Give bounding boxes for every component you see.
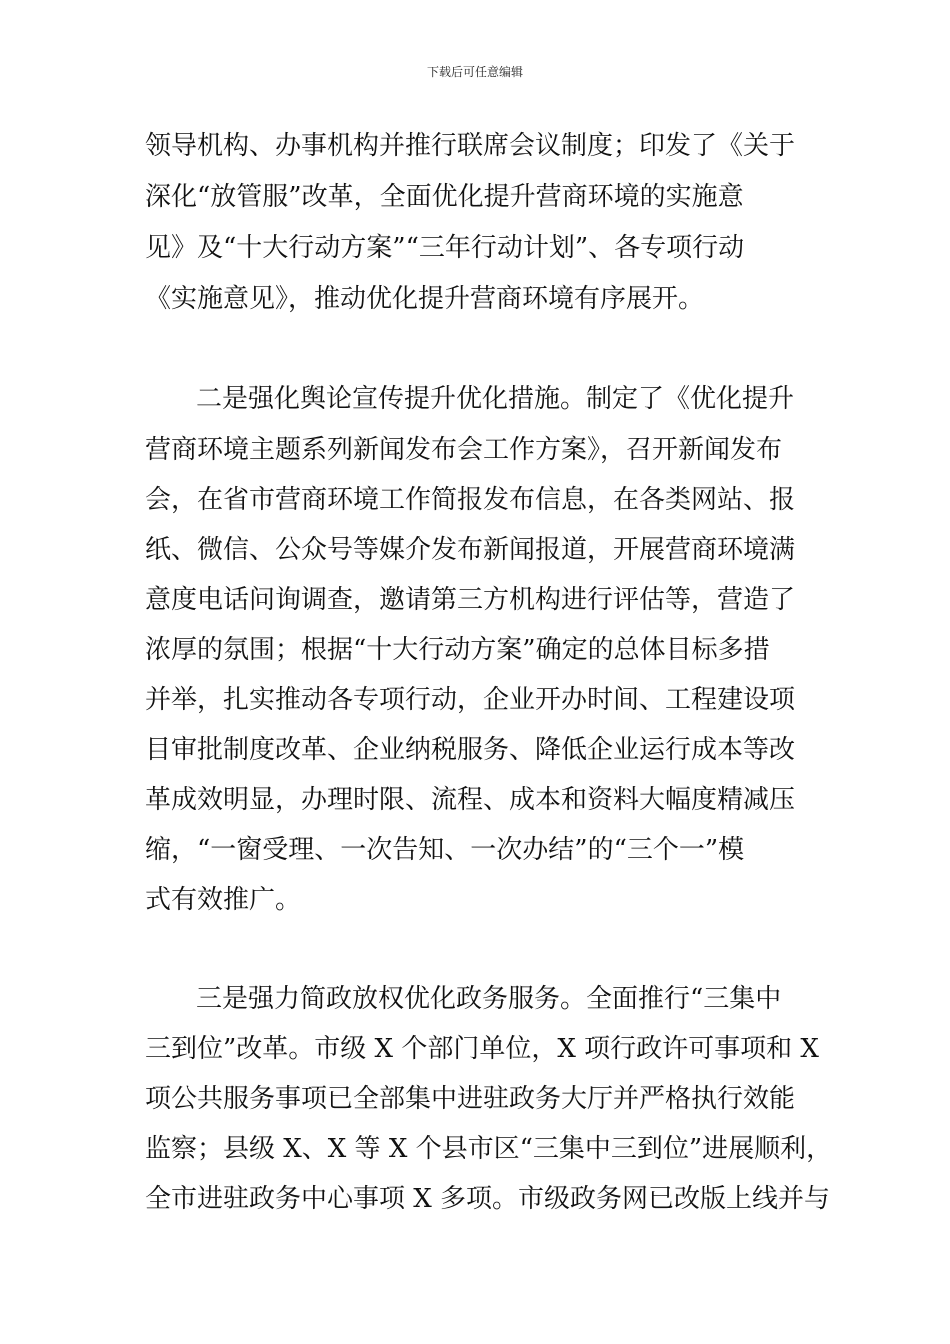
paragraph-2-line-9: 革成效明显，办理时限、流程、成本和资料大幅度精减压: [145, 785, 796, 815]
header-note: 下载后可任意编辑: [426, 65, 523, 79]
paragraph-2-line-1: 二是强化舆论宣传提升优化措施。制定了《优化提升: [196, 384, 795, 414]
paragraph-1-line-2: 深化“放管服”改革，全面优化提升营商环境的实施意: [145, 182, 744, 212]
paragraph-3-line-3: 项公共服务事项已全部集中进驻政务大厅并严格执行效能: [145, 1084, 796, 1114]
paragraph-2-line-5: 意度电话问询调查，邀请第三方机构进行评估等，营造了: [145, 585, 796, 615]
paragraph-2-line-6: 浓厚的氛围；根据“十大行动方案”确定的总体目标多措: [145, 635, 770, 665]
paragraph-2-line-8: 目审批制度改革、企业纳税服务、降低企业运行成本等改: [145, 735, 796, 765]
paragraph-3-line-2: 三到位”改革。市级 X 个部门单位，X 项行政许可事项和 X: [145, 1034, 819, 1064]
paragraph-2-line-7: 并举，扎实推动各专项行动，企业开办时间、工程建设项: [145, 685, 796, 715]
paragraph-1-line-3: 见》及“十大行动方案”“三年行动计划”、各专项行动: [145, 233, 745, 263]
paragraph-2-line-2: 营商环境主题系列新闻发布会工作方案》，召开新闻发布: [145, 435, 783, 465]
paragraph-1-line-4: 《实施意见》，推动优化提升营商环境有序展开。: [145, 284, 705, 314]
paragraph-2-line-11: 式有效推广。: [145, 885, 302, 915]
paragraph-3-line-4: 监察；县级 X、X 等 X 个县市区“三集中三到位”进展顺利，: [145, 1134, 833, 1164]
paragraph-1-line-1: 领导机构、办事机构并推行联席会议制度；印发了《关于: [145, 131, 796, 161]
paragraph-2-line-3: 会，在省市营商环境工作简报发布信息，在各类网站、报: [145, 485, 796, 515]
paragraph-2-line-4: 纸、微信、公众号等媒介发布新闻报道，开展营商环境满: [145, 535, 796, 565]
paragraph-3-line-1: 三是强力简政放权优化政务服务。全面推行“三集中: [196, 984, 782, 1014]
paragraph-3-line-5: 全市进驻政务中心事项 X 多项。市级政务网已改版上线并与: [145, 1184, 831, 1214]
paragraph-2-line-10: 缩，“一窗受理、一次告知、一次办结”的“三个一”模: [145, 835, 745, 865]
